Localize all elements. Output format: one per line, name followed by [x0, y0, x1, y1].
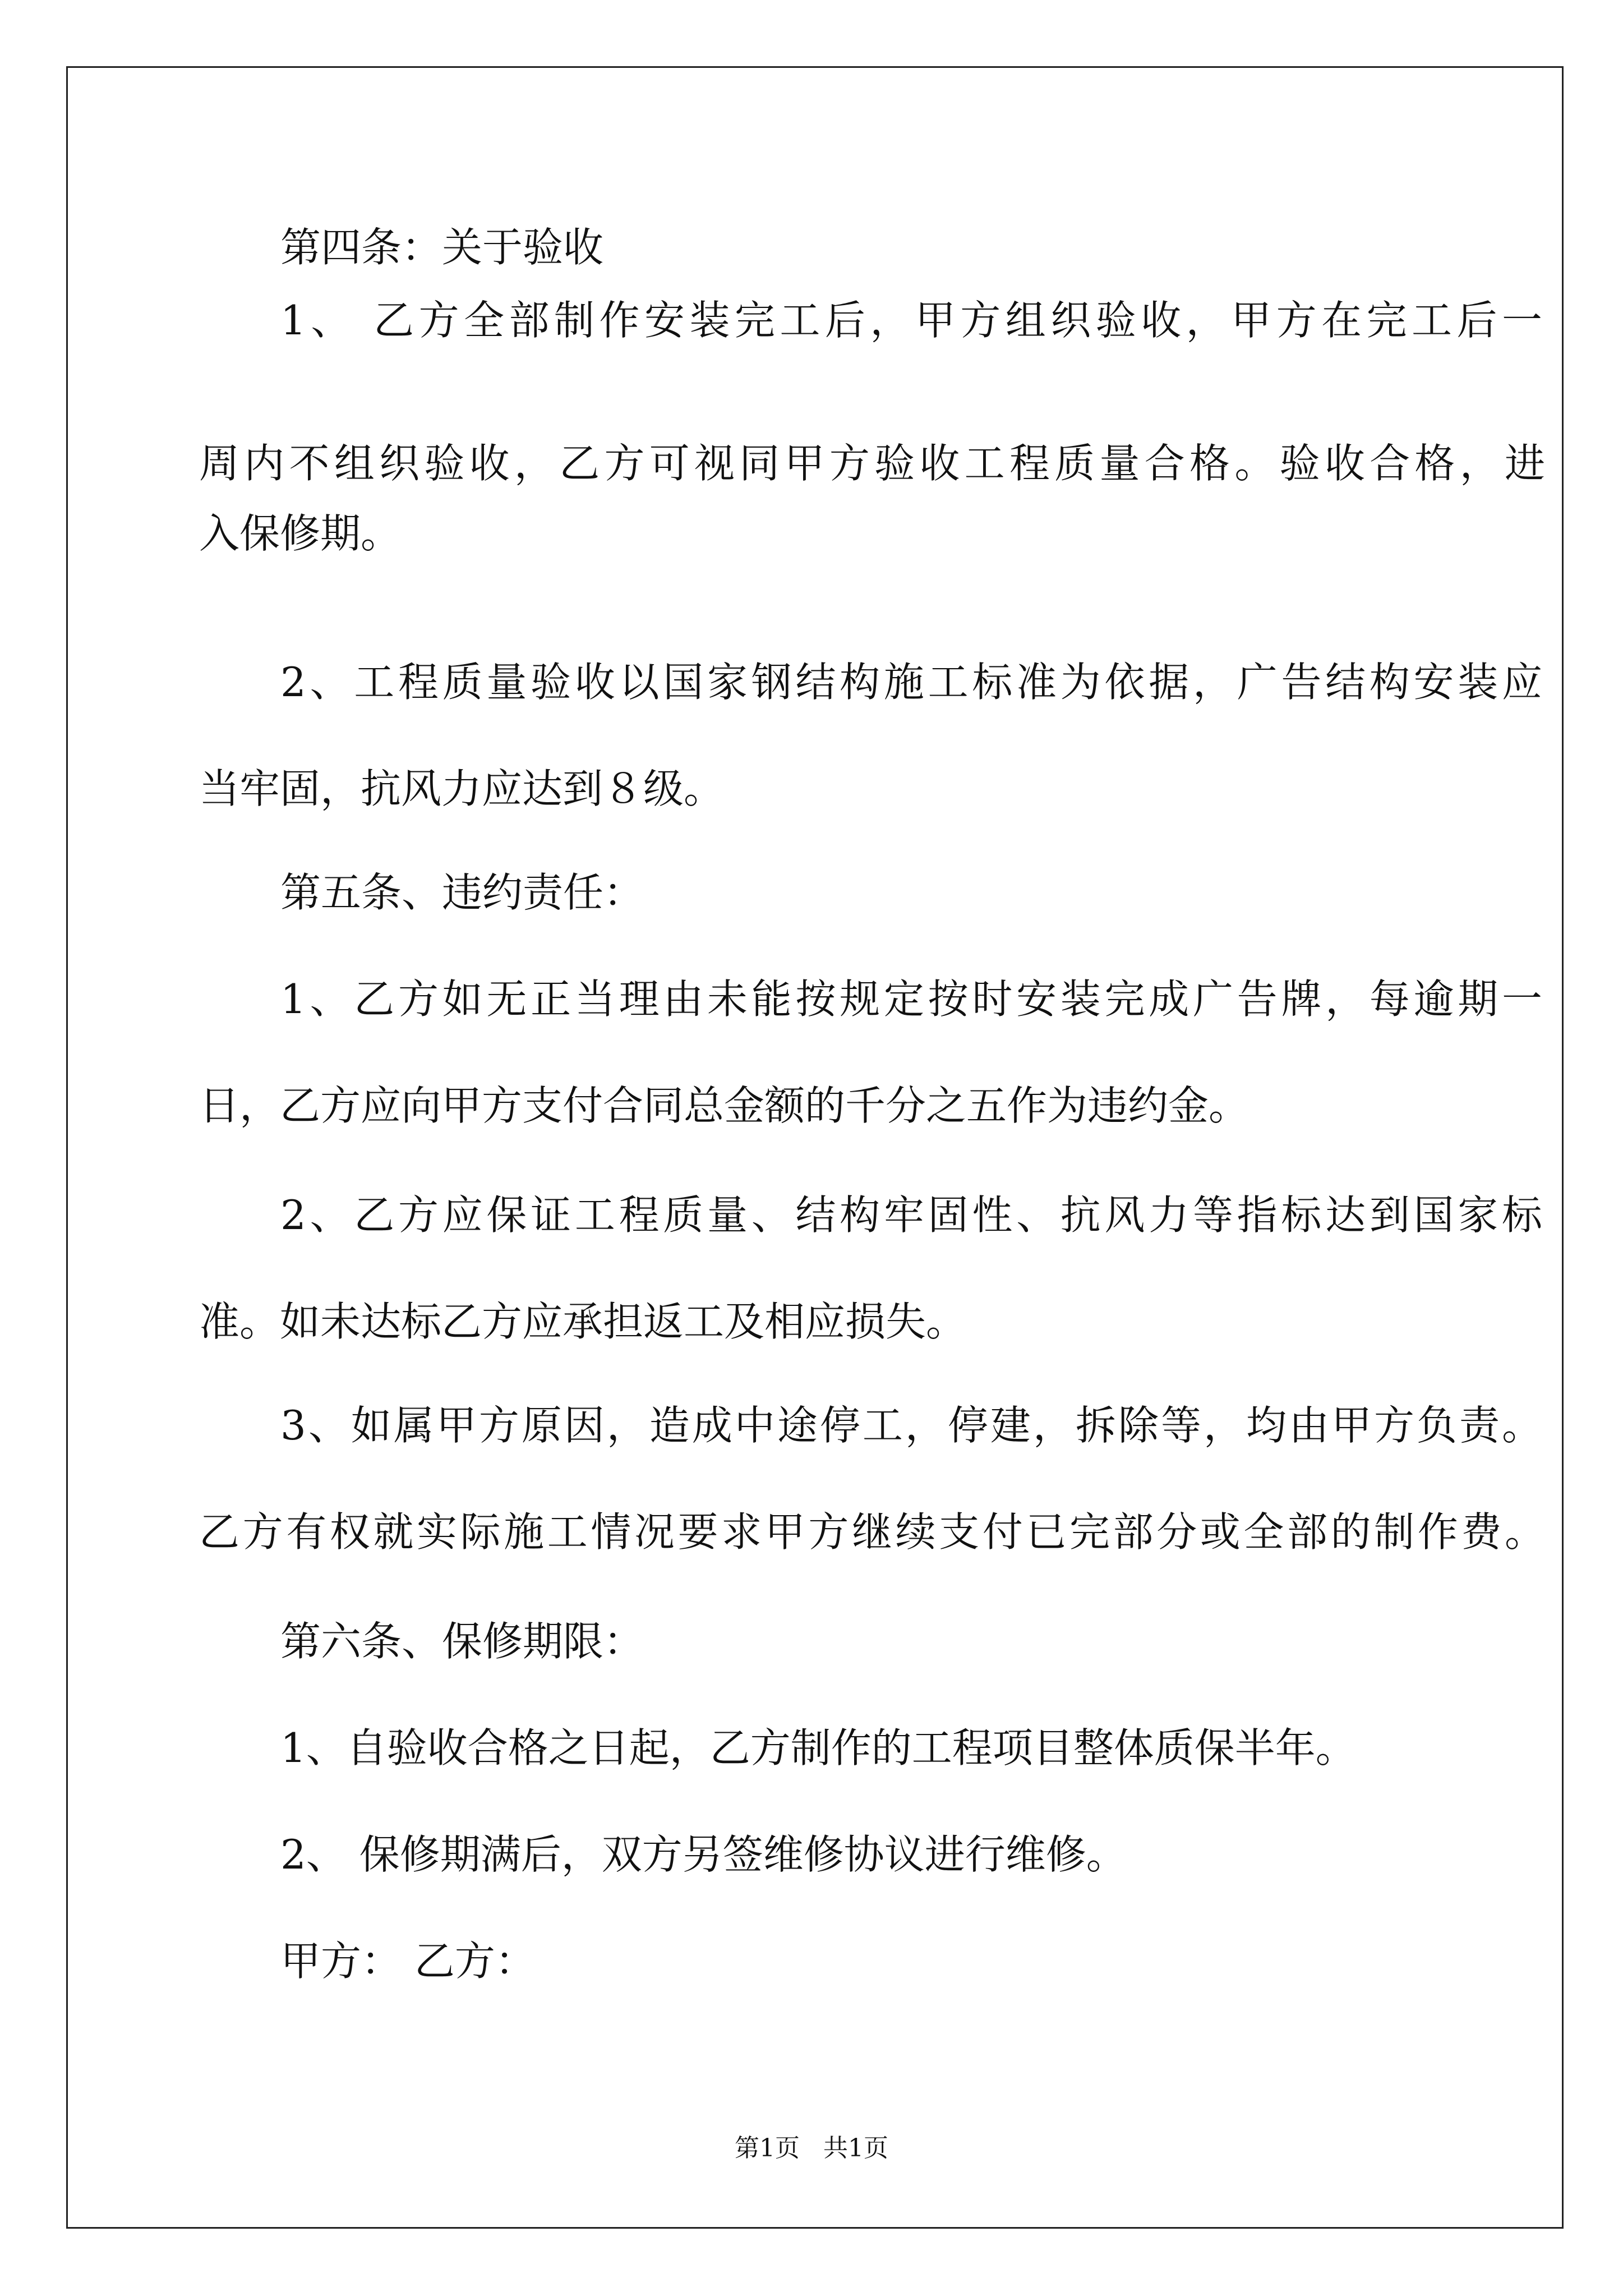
- paragraph-line: 2、工程质量验收以国家钢结构施工标准为依据，广告结构安装应: [280, 659, 1542, 706]
- paragraph-line: 2、 保修期满后，双方另签维修协议进行维修。: [280, 1831, 1127, 1878]
- paragraph-line: 日，乙方应向甲方支付合同总金额的千分之五作为违约金。: [199, 1082, 1249, 1129]
- signature-line: 甲方： 乙方：: [280, 1938, 536, 1985]
- page-border: [66, 66, 1564, 2229]
- paragraph-line: 1、自验收合格之日起，乙方制作的工程项目整体质保半年。: [280, 1724, 1356, 1772]
- paragraph-line: 准。如未达标乙方应承担返工及相应损失。: [199, 1298, 967, 1345]
- paragraph-line: 2、乙方应保证工程质量、结构牢固性、抗风力等指标达到国家标: [280, 1191, 1542, 1239]
- paragraph-line: 1、乙方如无正当理由未能按规定按时安装完成广告牌，每逾期一: [280, 976, 1542, 1023]
- paragraph-line: 当牢固，抗风力应达到８级。: [199, 765, 725, 812]
- section-heading-6: 第六条、保修期限：: [280, 1618, 644, 1665]
- paragraph-line: 入保修期。: [199, 510, 402, 557]
- section-heading-4: 第四条：关于验收: [280, 224, 604, 271]
- section-heading-5: 第五条、违约责任：: [280, 869, 644, 916]
- paragraph-line: 1、 乙方全部制作安装完工后，甲方组织验收，甲方在完工后一: [280, 297, 1542, 344]
- paragraph-line: 乙方有权就实际施工情况要求甲方继续支付已完部分或全部的制作费。: [199, 1508, 1545, 1556]
- paragraph-line: 周内不组织验收，乙方可视同甲方验收工程质量合格。验收合格，进: [199, 440, 1545, 487]
- page-footer: 第1页 共1页: [735, 2134, 888, 2162]
- paragraph-line: 3、如属甲方原因，造成中途停工，停建，拆除等，均由甲方负责。: [280, 1402, 1542, 1449]
